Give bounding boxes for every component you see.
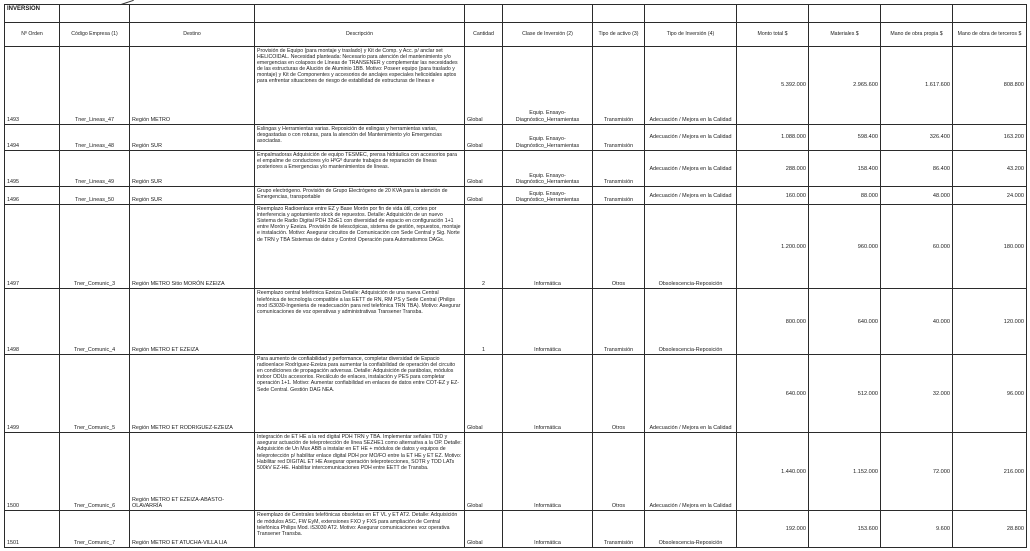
cell-mano-propia: 40.000 xyxy=(881,289,953,355)
cell-clase: Equip. Ensayo-Diagnóstico_Herramientas xyxy=(503,124,593,150)
cell-destino: Región METRO ET EZEIZA xyxy=(130,289,255,355)
cell-orden: 1495 xyxy=(5,150,60,186)
cell-codigo: Tner_Lineas_47 xyxy=(60,46,130,124)
header-tipo-activo: Tipo de activo (3) xyxy=(593,22,645,46)
cell-orden: 1500 xyxy=(5,433,60,511)
cell-cantidad: Global xyxy=(465,46,503,124)
cell-orden: 1493 xyxy=(5,46,60,124)
table-row xyxy=(5,355,1027,433)
cell-descripcion: Provisión de Equipo (para montaje y traslado) y Kit de Comp. y Acc. p/ anclar set HELICOIDAL. Necesidad planteada: Necesario para atención del mantenimiento y/o emergencias en colapsos de Líneas de TRANSENER y complementar las necesidades de las estructuras de Alución de Aluminio 1BB. Motivo: Poseer equipo (para traslado y montaje) y Kit de Componentes y accesorios de anclajes especiales helicoidales aptos para enfrentar situaciones de riesgo de estabilidad de estructuras de líneas e xyxy=(255,46,465,124)
cell-cantidad: 1 xyxy=(465,289,503,355)
cell-destino: Región SUR xyxy=(130,187,255,205)
table-row xyxy=(5,511,1027,548)
section-title: INVERSIÓN xyxy=(5,5,60,23)
cell-mano-propia: 1.617.600 xyxy=(881,46,953,124)
cell-monto-total: 192.000 xyxy=(737,511,809,548)
cell-monto-total: 5.392.000 xyxy=(737,46,809,124)
cell-mano-terceros: 120.000 xyxy=(953,289,1027,355)
header-mano-terceros: Mano de obra de terceros $ xyxy=(953,22,1027,46)
cell-mano-terceros: 24.000 xyxy=(953,187,1027,205)
cell-monto-total: 640.000 xyxy=(737,355,809,433)
cell-mano-terceros: 96.000 xyxy=(953,355,1027,433)
cell-materiales: 153.600 xyxy=(809,511,881,548)
cell-tipo-activo: Transmisión xyxy=(593,150,645,186)
cell-tipo-activo: Transmisión xyxy=(593,289,645,355)
cell-monto-total: 1.088.000 xyxy=(737,124,809,150)
header-tipo-inversion: Tipo de Inversión (4) xyxy=(645,22,737,46)
table-row xyxy=(5,124,1027,150)
cell-orden: 1498 xyxy=(5,289,60,355)
cell-materiales: 2.965.600 xyxy=(809,46,881,124)
cell-orden: 1497 xyxy=(5,205,60,289)
cell-tipo-inversion: Obsolescencia-Reposición xyxy=(645,205,737,289)
cell-mano-propia: 326.400 xyxy=(881,124,953,150)
cell-monto-total: 160.000 xyxy=(737,187,809,205)
cell-tipo-inversion: Adecuación / Mejora en la Calidad xyxy=(645,355,737,433)
cell-materiales: 1.152.000 xyxy=(809,433,881,511)
cell-clase: Informática xyxy=(503,289,593,355)
cell-codigo: Tner_Comunic_7 xyxy=(60,511,130,548)
cell-codigo: Tner_Comunic_6 xyxy=(60,433,130,511)
cell-destino: Región METRO xyxy=(130,46,255,124)
cell-tipo-activo: Otros xyxy=(593,355,645,433)
cell-orden: 1494 xyxy=(5,124,60,150)
header-cantidad: Cantidad xyxy=(465,22,503,46)
header-orden: Nº Orden xyxy=(5,22,60,46)
cell-mano-propia: 72.000 xyxy=(881,433,953,511)
cell-materiales: 88.000 xyxy=(809,187,881,205)
cell-orden: 1496 xyxy=(5,187,60,205)
cell-tipo-inversion: Adecuación / Mejora en la Calidad xyxy=(645,150,737,186)
header-descripcion: Descripción xyxy=(255,22,465,46)
cell-cantidad: Global xyxy=(465,187,503,205)
cell-cantidad: Global xyxy=(465,355,503,433)
cell-destino: Región METRO ET RODRIGUEZ-EZEIZA xyxy=(130,355,255,433)
cell-clase: Informática xyxy=(503,205,593,289)
cell-orden: 1501 xyxy=(5,511,60,548)
cell-mano-propia: 32.000 xyxy=(881,355,953,433)
cell-materiales: 158.400 xyxy=(809,150,881,186)
cell-cantidad: Global xyxy=(465,124,503,150)
cell-destino: Región SUR xyxy=(130,150,255,186)
cell-destino: Región METRO Sitio MORÓN EZEIZA xyxy=(130,205,255,289)
cell-orden: 1499 xyxy=(5,355,60,433)
cell-cantidad: Global xyxy=(465,433,503,511)
cell-descripcion: Para aumento de confiabilidad y performance, completar diversidad de Espacio radioenlace Rodríguez-Ezeiza para aumentar la confiabilidad de operación del circuito en condiciones de propagación adversas. Detalle: Adquisición de parábolas, módulos indoor ODUs accesorios. Recálculo de enlaces, instalación y PES para completar operación 1+1. Motivo: Aumentar confiabilidad en enlaces de datos entre COT-EZ y EZ-Sede Central. Gestión DAG NEA. xyxy=(255,355,465,433)
cell-mano-terceros: 43.200 xyxy=(953,150,1027,186)
cell-materiales: 640.000 xyxy=(809,289,881,355)
cell-mano-terceros: 808.800 xyxy=(953,46,1027,124)
header-row xyxy=(5,22,1027,46)
header-mano-propia: Mano de obra propia $ xyxy=(881,22,953,46)
cell-materiales: 512.000 xyxy=(809,355,881,433)
table-row xyxy=(5,187,1027,205)
header-destino: Destino xyxy=(130,22,255,46)
cell-codigo: Tner_Lineas_49 xyxy=(60,150,130,186)
cell-clase: Equip. Ensayo-Diagnóstico_Herramientas xyxy=(503,150,593,186)
cell-tipo-inversion: Adecuación / Mejora en la Calidad xyxy=(645,124,737,150)
cell-mano-propia: 9.600 xyxy=(881,511,953,548)
cell-cantidad: 2 xyxy=(465,205,503,289)
cell-clase: Informática xyxy=(503,355,593,433)
cell-monto-total: 800.000 xyxy=(737,289,809,355)
cell-tipo-activo: Otros xyxy=(593,205,645,289)
header-codigo: Código Empresa (1) xyxy=(60,22,130,46)
cell-tipo-inversion: Adecuación / Mejora en la Calidad xyxy=(645,433,737,511)
cell-tipo-activo: Transmisión xyxy=(593,187,645,205)
cell-destino: Región SUR xyxy=(130,124,255,150)
cell-clase: Equip. Ensayo-Diagnóstico_Herramientas xyxy=(503,187,593,205)
table-row xyxy=(5,433,1027,511)
cell-tipo-activo: Transmisión xyxy=(593,511,645,548)
cell-codigo: Tner_Comunic_5 xyxy=(60,355,130,433)
table-row xyxy=(5,150,1027,186)
section-title-row xyxy=(5,5,1027,23)
cell-materiales: 960.000 xyxy=(809,205,881,289)
header-clase: Clase de Inversión (2) xyxy=(503,22,593,46)
cell-clase: Equip. Ensayo-Diagnóstico_Herramientas xyxy=(503,46,593,124)
cell-tipo-inversion: Obsolescencia-Reposición xyxy=(645,289,737,355)
cell-descripcion: Reemplazo Radioenlace entre EZ y Base Morón por fin de vida útil, cortes por interferencia y agotamiento stock de repuestos. Detalle: Adquisición de un nuevo Sistema de Radio Digital PDH 32xE1 con diversidad de espacio en configuración 1+1 entre Morón y Ezeiza. Provisión de telescópicas, sistema de gestión, repuestos, montaje e instalación. Motivo: Asegurar circuitos de Comunicación con Sede Central y Sig. Norte de TRN y TBA Sistemas de datos y Control Operación para Automatismos DAGs. xyxy=(255,205,465,289)
cell-tipo-activo: Otros xyxy=(593,433,645,511)
cell-descripcion: Reemplazo central telefónica Ezeiza Detalle: Adquisición de una nueva Central telefónica de tecnología compatible a las EETT de RN, RM PS y Sede Central (Philips mod iS3030-Ingenieria de readecuación para red telefónica TRN TBA). Motivo: Asegurar comunicaciones de voz operativas y administrativas Transener Transba. xyxy=(255,289,465,355)
cell-mano-terceros: 28.800 xyxy=(953,511,1027,548)
header-materiales: Materiales $ xyxy=(809,22,881,46)
cell-destino: Región METRO ET ATUCHA-VILLA LIA xyxy=(130,511,255,548)
cell-monto-total: 288.000 xyxy=(737,150,809,186)
cell-materiales: 598.400 xyxy=(809,124,881,150)
cell-descripcion: Empalmadoras Adquisición de equipo TESMEC, prensa hidráulica con accesorios para el empalme de conductores y/o HºGº durante trabajos de reparación de líneas posteriores a Emergencias y/o mantenimientos de líneas. xyxy=(255,150,465,186)
cell-mano-terceros: 163.200 xyxy=(953,124,1027,150)
cell-clase: Informática xyxy=(503,511,593,548)
cell-mano-propia: 48.000 xyxy=(881,187,953,205)
cell-tipo-inversion: Adecuación / Mejora en la Calidad xyxy=(645,46,737,124)
cell-descripcion: Eslingas y Herramientas varias. Reposición de eslingas y herramientas varias, desgastadas o con roturas, para la atención del Mantenimiento y/o Emergencias asociadas. xyxy=(255,124,465,150)
investment-table xyxy=(4,4,1027,548)
header-monto-total: Monto total $ xyxy=(737,22,809,46)
cell-codigo: Tner_Lineas_48 xyxy=(60,124,130,150)
cell-codigo: Tner_Comunic_3 xyxy=(60,205,130,289)
table-row xyxy=(5,289,1027,355)
cell-mano-terceros: 216.000 xyxy=(953,433,1027,511)
cell-tipo-activo: Transmisión xyxy=(593,124,645,150)
cell-destino: Región METRO ET EZEIZA-ABASTO-OLAVARRÍA xyxy=(130,433,255,511)
table-row xyxy=(5,46,1027,124)
cell-descripcion: Integración de ET HE a la red digital PDH TRN y TBA. Implementar señales TDD y asegurar actuación de teleprotección de línea SEZHE1 como alternativa a la OP. Detalle: Adquisición de Un Mux ABB a instalar en ET HE + módulos de datos y equipos de teleprotección p/ habilitar enlace digital PDH por MO/FO entre la ET HE y ET EZ. Motivo: Habilitar red DIGITAL ET HE Asegurar operación teleprotecciones, SOTR y TDD LATs 500kV EZ-HE. Habilitar intercomunicaciones PDH entre EETT de Transba. xyxy=(255,433,465,511)
cell-monto-total: 1.200.000 xyxy=(737,205,809,289)
cell-codigo: Tner_Lineas_50 xyxy=(60,187,130,205)
cell-mano-terceros: 180.000 xyxy=(953,205,1027,289)
cell-descripcion: Grupo electrógeno. Provisión de Grupo Electrógeno de 20 KVA para la atención de Emergencias, transportable xyxy=(255,187,465,205)
cell-tipo-inversion: Obsolescencia-Reposición xyxy=(645,511,737,548)
table-row xyxy=(5,205,1027,289)
cell-tipo-inversion: Adecuación / Mejora en la Calidad xyxy=(645,187,737,205)
cell-descripcion: Reemplazo de Centrales telefónicas obsoletas en ET VL y ET AT2. Detalle: Adquisición de módulos ASC, FW EyM, extensiones FXO y FXS para ampliación de Central telefónica Philips Mod. iS3030 AT2. Motivo: Asegurar comunicaciones voz operativa Transener Transba. xyxy=(255,511,465,548)
cell-mano-propia: 86.400 xyxy=(881,150,953,186)
cell-mano-propia: 60.000 xyxy=(881,205,953,289)
cell-clase: Informática xyxy=(503,433,593,511)
cell-codigo: Tner_Comunic_4 xyxy=(60,289,130,355)
cell-monto-total: 1.440.000 xyxy=(737,433,809,511)
cell-tipo-activo: Transmisión xyxy=(593,46,645,124)
cell-cantidad: Global xyxy=(465,150,503,186)
cell-cantidad: Global xyxy=(465,511,503,548)
